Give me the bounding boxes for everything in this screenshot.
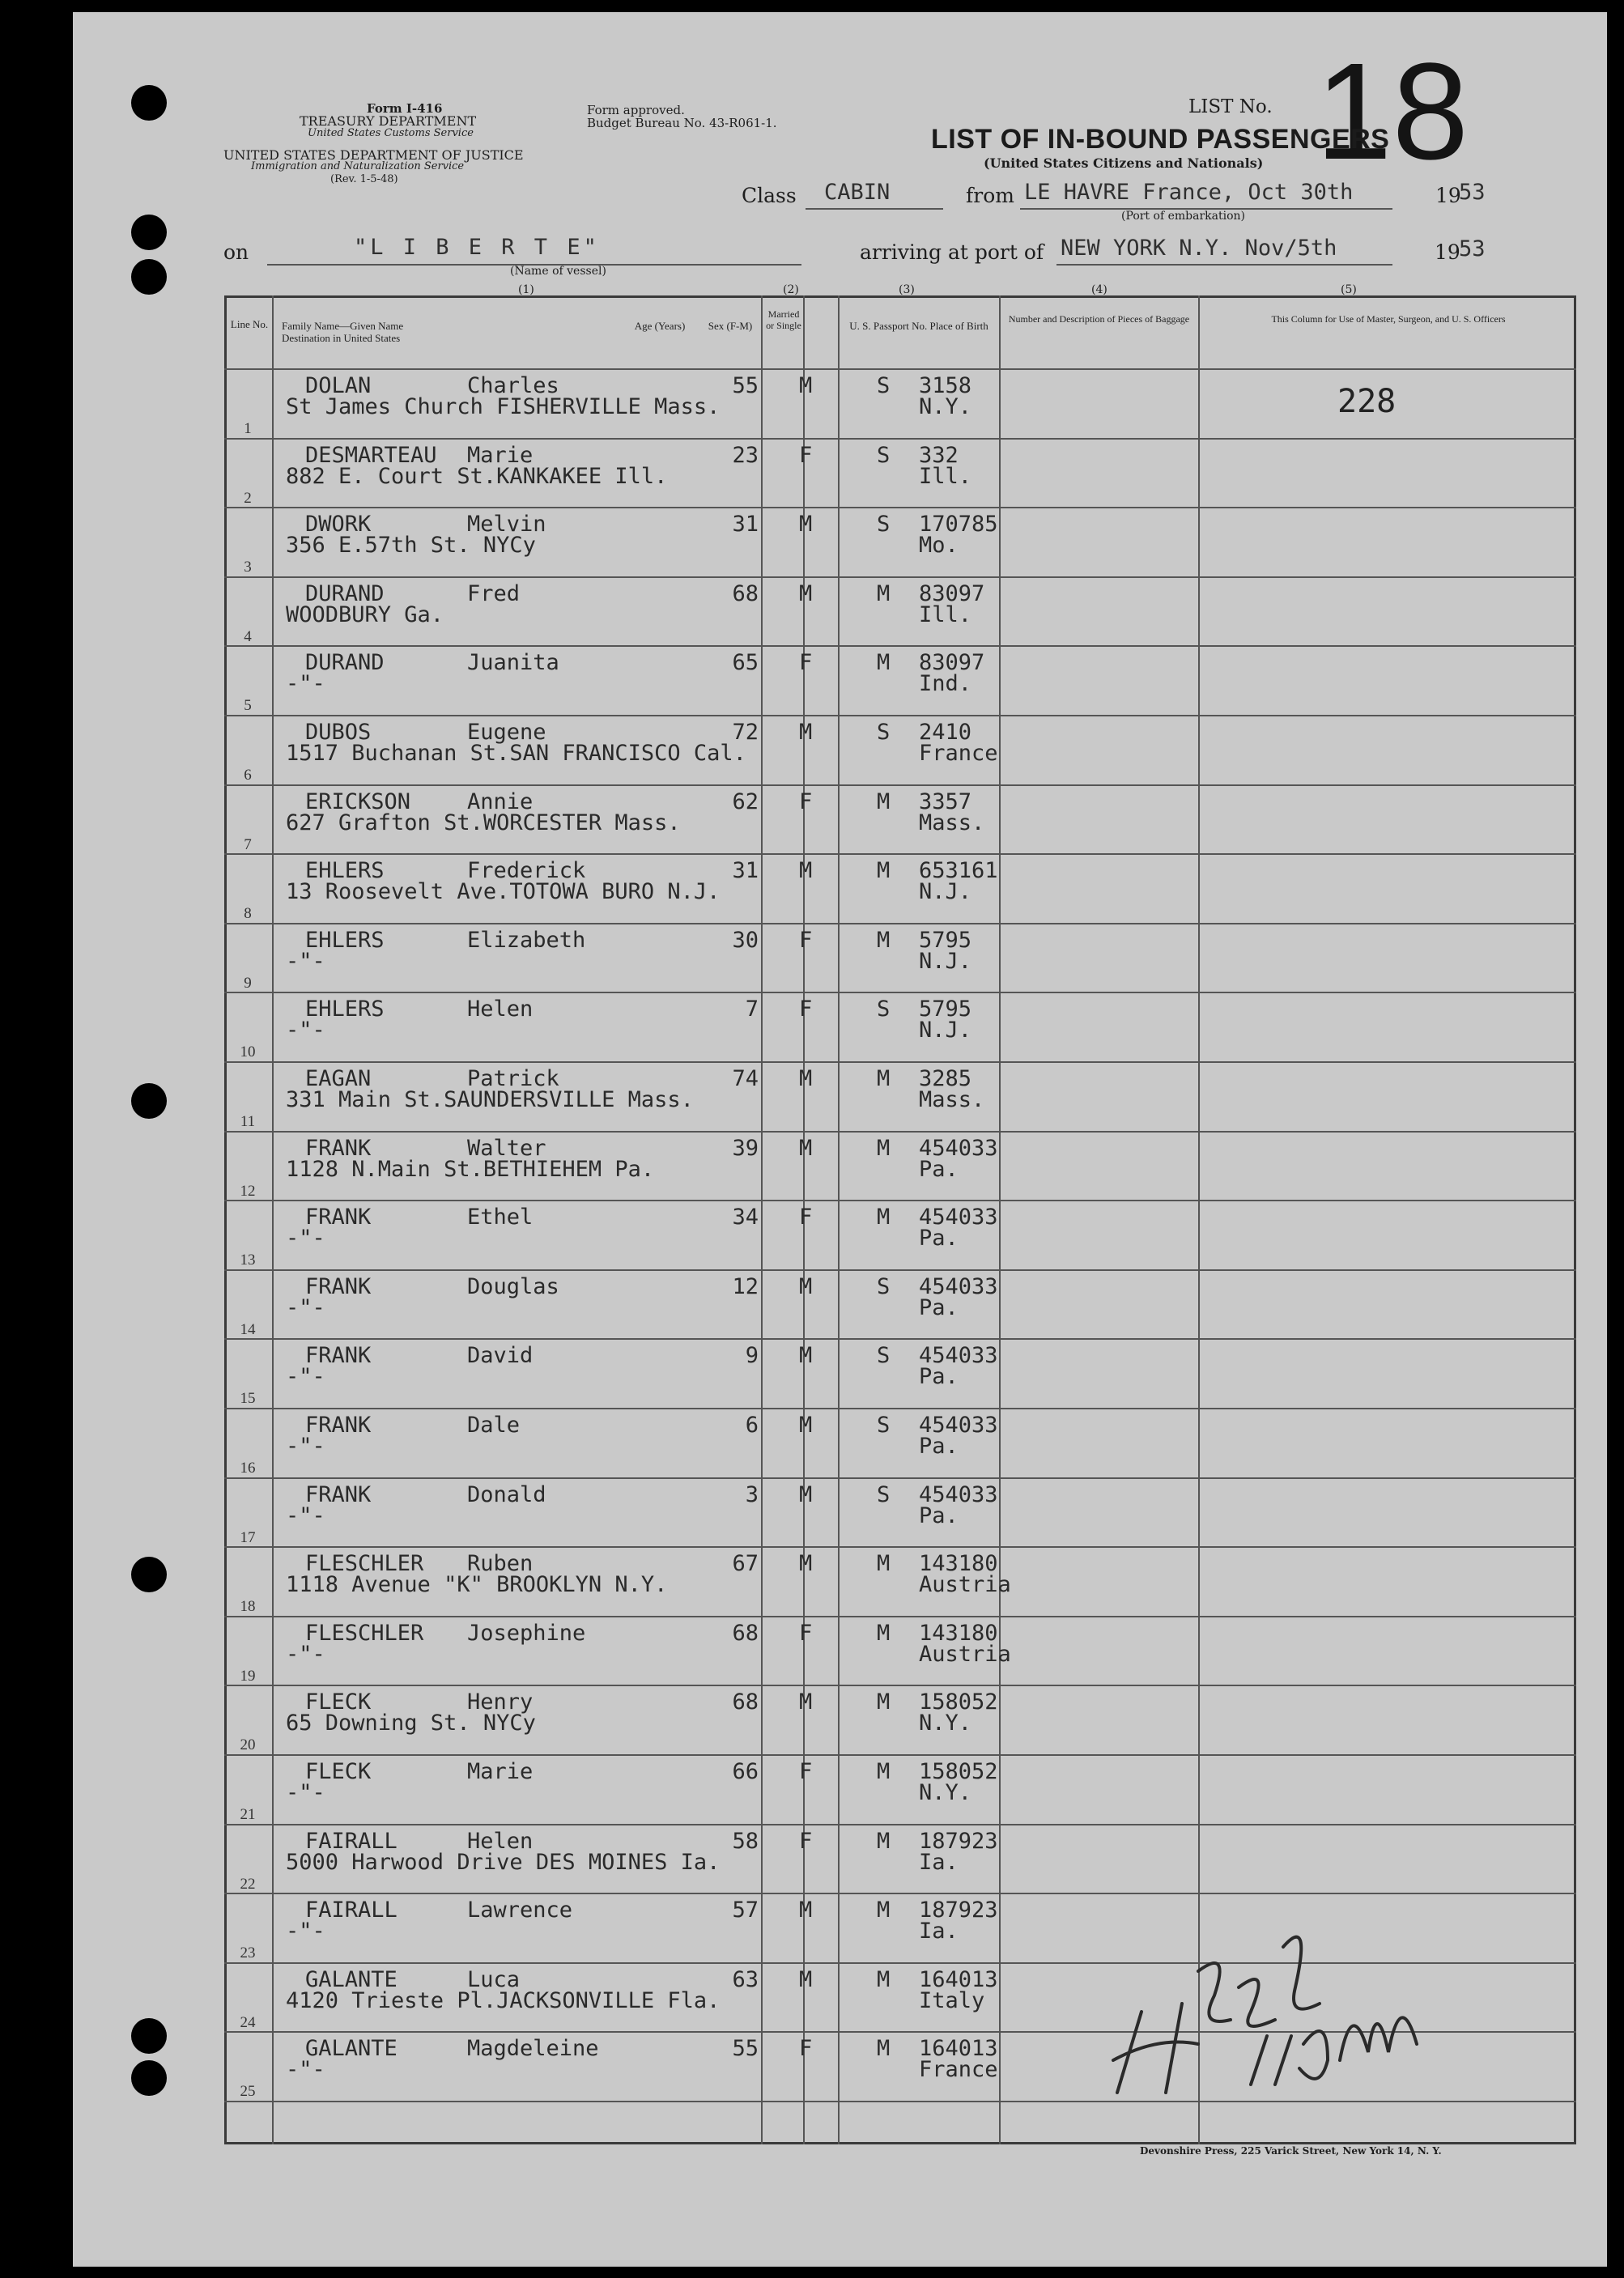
form-number: Form I-416 bbox=[367, 101, 443, 116]
family-name: DESMARTEAU bbox=[305, 442, 437, 468]
marital-status: S bbox=[877, 1343, 891, 1369]
given-name: Ethel bbox=[467, 1205, 534, 1230]
col-num-2: (2) bbox=[783, 283, 799, 296]
line-number: 21 bbox=[240, 1806, 256, 1823]
col-head-passport: U. S. Passport No. Place of Birth bbox=[849, 320, 988, 332]
line-number: 13 bbox=[240, 1252, 256, 1269]
marital-status: M bbox=[877, 1620, 891, 1646]
line-number: 15 bbox=[240, 1390, 256, 1408]
revision: (Rev. 1-5-48) bbox=[330, 173, 398, 185]
given-name: Josephine bbox=[467, 1620, 586, 1646]
destination: -"- bbox=[286, 1226, 325, 1252]
place-of-birth: Italy bbox=[919, 1987, 985, 2013]
passport-number: 454033 bbox=[919, 1273, 998, 1299]
marital-status: S bbox=[877, 1413, 891, 1438]
sex: M bbox=[799, 1689, 813, 1715]
embark-port: LE HAVRE France, Oct 30th bbox=[1024, 180, 1354, 205]
given-name: Donald bbox=[467, 1481, 546, 1507]
sex: M bbox=[799, 1551, 813, 1577]
col-head-line-no: Line No. bbox=[230, 318, 269, 330]
family-name: GALANTE bbox=[305, 1966, 397, 1992]
place-of-birth: N.Y. bbox=[919, 1711, 972, 1736]
line-number: 22 bbox=[240, 1875, 256, 1893]
place-of-birth: Mass. bbox=[919, 810, 985, 835]
sex: M bbox=[799, 1966, 813, 1992]
destination: -"- bbox=[286, 2057, 325, 2083]
marital-status: M bbox=[877, 1551, 891, 1577]
family-name: FLECK bbox=[305, 1689, 372, 1715]
punch-hole bbox=[131, 2018, 167, 2054]
place-of-birth: Ill. bbox=[919, 463, 972, 489]
col-head-name: Family Name—Given Name Destination in United States bbox=[282, 320, 404, 344]
sex: M bbox=[799, 580, 813, 606]
age: 67 bbox=[732, 1551, 759, 1577]
passport-number: 3357 bbox=[919, 788, 972, 814]
year-prefix-2: 19 bbox=[1435, 240, 1460, 264]
place-of-birth: Ind. bbox=[919, 671, 972, 697]
line-number: 6 bbox=[244, 767, 252, 784]
marital-status: M bbox=[877, 1066, 891, 1091]
sex: M bbox=[799, 1066, 813, 1091]
table-row bbox=[224, 1825, 1576, 1895]
sex: M bbox=[799, 512, 813, 538]
marital-status: S bbox=[877, 373, 891, 398]
passport-number: 653161 bbox=[919, 858, 998, 884]
passport-number: 187923 bbox=[919, 1828, 998, 1854]
table-row bbox=[224, 924, 1576, 994]
age: 30 bbox=[732, 927, 759, 953]
age: 7 bbox=[745, 997, 759, 1022]
given-name: Annie bbox=[467, 788, 534, 814]
line-number: 19 bbox=[240, 1667, 256, 1685]
given-name: Fred bbox=[467, 580, 521, 606]
sex: F bbox=[799, 997, 813, 1022]
table-row bbox=[224, 855, 1576, 924]
table-row bbox=[224, 1271, 1576, 1341]
table-row bbox=[224, 647, 1576, 716]
age: 9 bbox=[745, 1343, 759, 1369]
destination: -"- bbox=[286, 1919, 325, 1944]
destination: 4120 Trieste Pl.JACKSONVILLE Fla. bbox=[286, 1987, 721, 2013]
officer-annotation: 228 bbox=[1337, 383, 1397, 420]
place-of-birth: Pa. bbox=[919, 1502, 959, 1528]
destination: WOODBURY Ga. bbox=[286, 601, 444, 627]
given-name: Henry bbox=[467, 1689, 534, 1715]
place-of-birth: Mass. bbox=[919, 1087, 985, 1112]
vessel-name: "L I B E R T E" bbox=[354, 235, 600, 260]
punch-hole bbox=[131, 2060, 167, 2096]
age: 55 bbox=[732, 373, 759, 398]
place-of-birth: N.J. bbox=[919, 879, 972, 905]
marital-status: M bbox=[877, 650, 891, 676]
line-number: 7 bbox=[244, 835, 252, 853]
sex: F bbox=[799, 1828, 813, 1854]
marital-status: S bbox=[877, 442, 891, 468]
table-row bbox=[224, 440, 1576, 509]
sex: M bbox=[799, 1898, 813, 1923]
customs-service: United States Customs Service bbox=[308, 127, 474, 139]
table-row bbox=[224, 1479, 1576, 1549]
passport-number: 158052 bbox=[919, 1759, 998, 1784]
given-name: Luca bbox=[467, 1966, 521, 1992]
year-prefix-1: 19 bbox=[1435, 184, 1461, 207]
given-name: Lawrence bbox=[467, 1898, 573, 1923]
family-name: GALANTE bbox=[305, 2036, 397, 2062]
given-name: Douglas bbox=[467, 1273, 559, 1299]
passport-number: 5795 bbox=[919, 927, 972, 953]
passport-number: 170785 bbox=[919, 512, 998, 538]
sex: M bbox=[799, 858, 813, 884]
vessel-note: (Name of vessel) bbox=[510, 265, 606, 278]
handwritten-tally bbox=[1109, 1898, 1449, 2109]
line-number: 18 bbox=[240, 1598, 256, 1616]
sex: M bbox=[799, 1481, 813, 1507]
destination: -"- bbox=[286, 1780, 325, 1805]
given-name: Walter bbox=[467, 1135, 546, 1161]
list-no-label: LIST No. bbox=[1188, 96, 1273, 117]
family-name: DUBOS bbox=[305, 720, 372, 745]
table-row bbox=[224, 578, 1576, 648]
arriving-label: arriving at port of bbox=[860, 240, 1044, 264]
line-number: 12 bbox=[240, 1182, 256, 1200]
marital-status: M bbox=[877, 1689, 891, 1715]
line-number: 16 bbox=[240, 1460, 256, 1477]
age: 68 bbox=[732, 580, 759, 606]
passport-number: 454033 bbox=[919, 1413, 998, 1438]
destination: -"- bbox=[286, 1502, 325, 1528]
col-head-married: Married or Single bbox=[766, 308, 801, 331]
marital-status: M bbox=[877, 2036, 891, 2062]
family-name: DURAND bbox=[305, 650, 385, 676]
table-row bbox=[224, 1063, 1576, 1133]
age: 74 bbox=[732, 1066, 759, 1091]
place-of-birth: Ia. bbox=[919, 1919, 959, 1944]
family-name: FLESCHLER bbox=[305, 1551, 424, 1577]
age: 31 bbox=[732, 858, 759, 884]
age: 68 bbox=[732, 1620, 759, 1646]
given-name: Marie bbox=[467, 1759, 534, 1784]
age: 63 bbox=[732, 1966, 759, 1992]
place-of-birth: Mo. bbox=[919, 533, 959, 559]
sex: F bbox=[799, 1205, 813, 1230]
place-of-birth: Pa. bbox=[919, 1156, 959, 1182]
marital-status: S bbox=[877, 720, 891, 745]
place-of-birth: Ill. bbox=[919, 601, 972, 627]
passport-number: 454033 bbox=[919, 1205, 998, 1230]
sex: M bbox=[799, 1273, 813, 1299]
year-value-2: 53 bbox=[1459, 236, 1486, 261]
budget-bureau: Budget Bureau No. 43-R061-1. bbox=[587, 116, 777, 130]
passport-number: 454033 bbox=[919, 1343, 998, 1369]
sex: F bbox=[799, 650, 813, 676]
year-value-1: 53 bbox=[1459, 180, 1486, 205]
sex: M bbox=[799, 1413, 813, 1438]
sex: M bbox=[799, 1135, 813, 1161]
marital-status: S bbox=[877, 1273, 891, 1299]
passport-number: 3285 bbox=[919, 1066, 972, 1091]
marital-status: M bbox=[877, 788, 891, 814]
table-row bbox=[224, 716, 1576, 786]
age: 34 bbox=[732, 1205, 759, 1230]
place-of-birth: N.Y. bbox=[919, 1780, 972, 1805]
family-name: DOLAN bbox=[305, 373, 372, 398]
sex: F bbox=[799, 2036, 813, 2062]
line-number: 2 bbox=[244, 489, 252, 507]
destination: -"- bbox=[286, 1018, 325, 1043]
family-name: FAIRALL bbox=[305, 1828, 397, 1854]
place-of-birth: N.J. bbox=[919, 948, 972, 974]
destination: 331 Main St.SAUNDERSVILLE Mass. bbox=[286, 1087, 694, 1112]
given-name: Elizabeth bbox=[467, 927, 586, 953]
family-name: DURAND bbox=[305, 580, 385, 606]
given-name: Patrick bbox=[467, 1066, 559, 1091]
marital-status: M bbox=[877, 580, 891, 606]
family-name: FRANK bbox=[305, 1481, 372, 1507]
age: 68 bbox=[732, 1689, 759, 1715]
marital-status: M bbox=[877, 1135, 891, 1161]
from-label: from bbox=[966, 184, 1014, 207]
place-of-birth: Austria bbox=[919, 1572, 1011, 1598]
marital-status: S bbox=[877, 1481, 891, 1507]
marital-status: M bbox=[877, 1759, 891, 1784]
list-number: 18 bbox=[1316, 35, 1469, 189]
given-name: David bbox=[467, 1343, 534, 1369]
place-of-birth: Austria bbox=[919, 1641, 1011, 1667]
place-of-birth: Pa. bbox=[919, 1364, 959, 1390]
list-subtitle: (United States Citizens and Nationals) bbox=[984, 155, 1264, 171]
line-number: 5 bbox=[244, 697, 252, 715]
age: 66 bbox=[732, 1759, 759, 1784]
line-number: 1 bbox=[244, 420, 252, 437]
sex: M bbox=[799, 373, 813, 398]
passport-number: 454033 bbox=[919, 1481, 998, 1507]
age: 58 bbox=[732, 1828, 759, 1854]
punch-hole bbox=[131, 1557, 167, 1592]
destination: 1517 Buchanan St.SAN FRANCISCO Cal. bbox=[286, 741, 746, 766]
destination: -"- bbox=[286, 671, 325, 697]
given-name: Frederick bbox=[467, 858, 586, 884]
destination: -"- bbox=[286, 1641, 325, 1667]
line-number: 23 bbox=[240, 1944, 256, 1962]
age: 23 bbox=[732, 442, 759, 468]
age: 6 bbox=[745, 1413, 759, 1438]
passport-number: 2410 bbox=[919, 720, 972, 745]
sex: F bbox=[799, 1620, 813, 1646]
marital-status: M bbox=[877, 1898, 891, 1923]
age: 62 bbox=[732, 788, 759, 814]
col-head-age: Age (Years) bbox=[634, 320, 686, 332]
age: 57 bbox=[732, 1898, 759, 1923]
line-number: 8 bbox=[244, 905, 252, 923]
punch-hole bbox=[131, 259, 167, 295]
given-name: Charles bbox=[467, 373, 559, 398]
printer-footer: Devonshire Press, 225 Varick Street, New York 14, N. Y. bbox=[1140, 2145, 1442, 2157]
line-number: 14 bbox=[240, 1320, 256, 1338]
family-name: EAGAN bbox=[305, 1066, 372, 1091]
place-of-birth: France bbox=[919, 2057, 998, 2083]
place-of-birth: France bbox=[919, 741, 998, 766]
sex: M bbox=[799, 1343, 813, 1369]
line-number: 24 bbox=[240, 2013, 256, 2031]
given-name: Dale bbox=[467, 1413, 521, 1438]
table-row bbox=[224, 508, 1576, 578]
given-name: Magdeleine bbox=[467, 2036, 599, 2062]
family-name: FRANK bbox=[305, 1205, 372, 1230]
passport-number: 3158 bbox=[919, 373, 972, 398]
table-row bbox=[224, 993, 1576, 1063]
col-num-4: (4) bbox=[1091, 283, 1107, 296]
class-label: Class bbox=[742, 184, 797, 207]
line-number: 20 bbox=[240, 1736, 256, 1754]
punch-hole bbox=[131, 85, 167, 121]
line-number: 17 bbox=[240, 1528, 256, 1546]
given-name: Juanita bbox=[467, 650, 559, 676]
col-head-sex: Sex (F-M) bbox=[708, 320, 753, 332]
marital-status: M bbox=[877, 1828, 891, 1854]
col-head-officers: This Column for Use of Master, Surgeon, and U. S. Officers bbox=[1271, 313, 1506, 325]
passport-number: 83097 bbox=[919, 650, 985, 676]
destination: 882 E. Court St.KANKAKEE Ill. bbox=[286, 463, 668, 489]
punch-hole bbox=[131, 1083, 167, 1119]
table-row bbox=[224, 1201, 1576, 1271]
age: 39 bbox=[732, 1135, 759, 1161]
passport-number: 454033 bbox=[919, 1135, 998, 1161]
arrival-port: NEW YORK N.Y. Nov/5th bbox=[1061, 236, 1337, 261]
col-head-baggage: Number and Description of Pieces of Baggage bbox=[1008, 313, 1190, 325]
family-name: EHLERS bbox=[305, 858, 385, 884]
destination: -"- bbox=[286, 1434, 325, 1459]
table-row bbox=[224, 786, 1576, 856]
sex: M bbox=[799, 720, 813, 745]
marital-status: S bbox=[877, 512, 891, 538]
family-name: ERICKSON bbox=[305, 788, 411, 814]
given-name: Melvin bbox=[467, 512, 546, 538]
table-row bbox=[224, 1133, 1576, 1202]
place-of-birth: Ia. bbox=[919, 1849, 959, 1875]
passport-number: 164013 bbox=[919, 1966, 998, 1992]
family-name: FLECK bbox=[305, 1759, 372, 1784]
age: 55 bbox=[732, 2036, 759, 2062]
col-num-3: (3) bbox=[899, 283, 915, 296]
destination: -"- bbox=[286, 1294, 325, 1320]
family-name: FLESCHLER bbox=[305, 1620, 424, 1646]
place-of-birth: N.J. bbox=[919, 1018, 972, 1043]
table-row bbox=[224, 1756, 1576, 1825]
given-name: Ruben bbox=[467, 1551, 534, 1577]
line-number: 9 bbox=[244, 974, 252, 992]
given-name: Marie bbox=[467, 442, 534, 468]
sex: F bbox=[799, 788, 813, 814]
sex: F bbox=[799, 442, 813, 468]
table-row bbox=[224, 1686, 1576, 1756]
passport-number: 332 bbox=[919, 442, 959, 468]
sex: F bbox=[799, 1759, 813, 1784]
marital-status: M bbox=[877, 1205, 891, 1230]
passport-number: 83097 bbox=[919, 580, 985, 606]
family-name: FAIRALL bbox=[305, 1898, 397, 1923]
family-name: EHLERS bbox=[305, 927, 385, 953]
marital-status: M bbox=[877, 1966, 891, 1992]
given-name: Helen bbox=[467, 1828, 534, 1854]
destination: 5000 Harwood Drive DES MOINES Ia. bbox=[286, 1849, 721, 1875]
col-num-1: (1) bbox=[518, 283, 534, 296]
place-of-birth: Pa. bbox=[919, 1226, 959, 1252]
given-name: Helen bbox=[467, 997, 534, 1022]
marital-status: M bbox=[877, 858, 891, 884]
punch-hole bbox=[131, 215, 167, 250]
on-label: on bbox=[223, 240, 249, 264]
destination: -"- bbox=[286, 948, 325, 974]
line-number: 25 bbox=[240, 2083, 256, 2101]
passport-number: 164013 bbox=[919, 2036, 998, 2062]
destination: 627 Grafton St.WORCESTER Mass. bbox=[286, 810, 681, 835]
place-of-birth: Pa. bbox=[919, 1294, 959, 1320]
destination: -"- bbox=[286, 1364, 325, 1390]
table-row bbox=[224, 1340, 1576, 1409]
table-row bbox=[224, 370, 1576, 440]
age: 72 bbox=[732, 720, 759, 745]
family-name: DWORK bbox=[305, 512, 372, 538]
destination: 356 E.57th St. NYCy bbox=[286, 533, 536, 559]
family-name: FRANK bbox=[305, 1273, 372, 1299]
family-name: FRANK bbox=[305, 1135, 372, 1161]
table-row bbox=[224, 1548, 1576, 1617]
passport-number: 5795 bbox=[919, 997, 972, 1022]
given-name: Eugene bbox=[467, 720, 546, 745]
passport-number: 143180 bbox=[919, 1551, 998, 1577]
table-row bbox=[224, 1409, 1576, 1479]
age: 31 bbox=[732, 512, 759, 538]
embark-note: (Port of embarkation) bbox=[1121, 210, 1245, 223]
manifest-page bbox=[73, 12, 1607, 2267]
form-approved: Form approved. bbox=[587, 103, 685, 117]
age: 3 bbox=[745, 1481, 759, 1507]
passport-number: 187923 bbox=[919, 1898, 998, 1923]
line-number: 10 bbox=[240, 1043, 256, 1061]
passport-number: 143180 bbox=[919, 1620, 998, 1646]
line-number: 3 bbox=[244, 559, 252, 576]
treasury-dept: TREASURY DEPARTMENT bbox=[300, 113, 477, 129]
destination: 1118 Avenue "K" BROOKLYN N.Y. bbox=[286, 1572, 668, 1598]
place-of-birth: N.Y. bbox=[919, 394, 972, 419]
destination: 13 Roosevelt Ave.TOTOWA BURO N.J. bbox=[286, 879, 721, 905]
line-number: 11 bbox=[240, 1113, 256, 1130]
class-value: CABIN bbox=[824, 180, 891, 205]
line-number: 4 bbox=[244, 627, 252, 645]
place-of-birth: Pa. bbox=[919, 1434, 959, 1459]
family-name: FRANK bbox=[305, 1413, 372, 1438]
sex: F bbox=[799, 927, 813, 953]
col-num-5: (5) bbox=[1341, 283, 1357, 296]
age: 12 bbox=[732, 1273, 759, 1299]
marital-status: S bbox=[877, 997, 891, 1022]
doj-heading: UNITED STATES DEPARTMENT OF JUSTICE bbox=[223, 147, 524, 163]
list-title: LIST OF IN-BOUND PASSENGERS bbox=[931, 124, 1390, 155]
destination: 65 Downing St. NYCy bbox=[286, 1711, 536, 1736]
destination: St James Church FISHERVILLE Mass. bbox=[286, 394, 721, 419]
table-row bbox=[224, 1617, 1576, 1687]
family-name: FRANK bbox=[305, 1343, 372, 1369]
ins-service: Immigration and Naturalization Service bbox=[251, 160, 465, 172]
destination: 1128 N.Main St.BETHIEHEM Pa. bbox=[286, 1156, 655, 1182]
age: 65 bbox=[732, 650, 759, 676]
marital-status: M bbox=[877, 927, 891, 953]
passport-number: 158052 bbox=[919, 1689, 998, 1715]
family-name: EHLERS bbox=[305, 997, 385, 1022]
